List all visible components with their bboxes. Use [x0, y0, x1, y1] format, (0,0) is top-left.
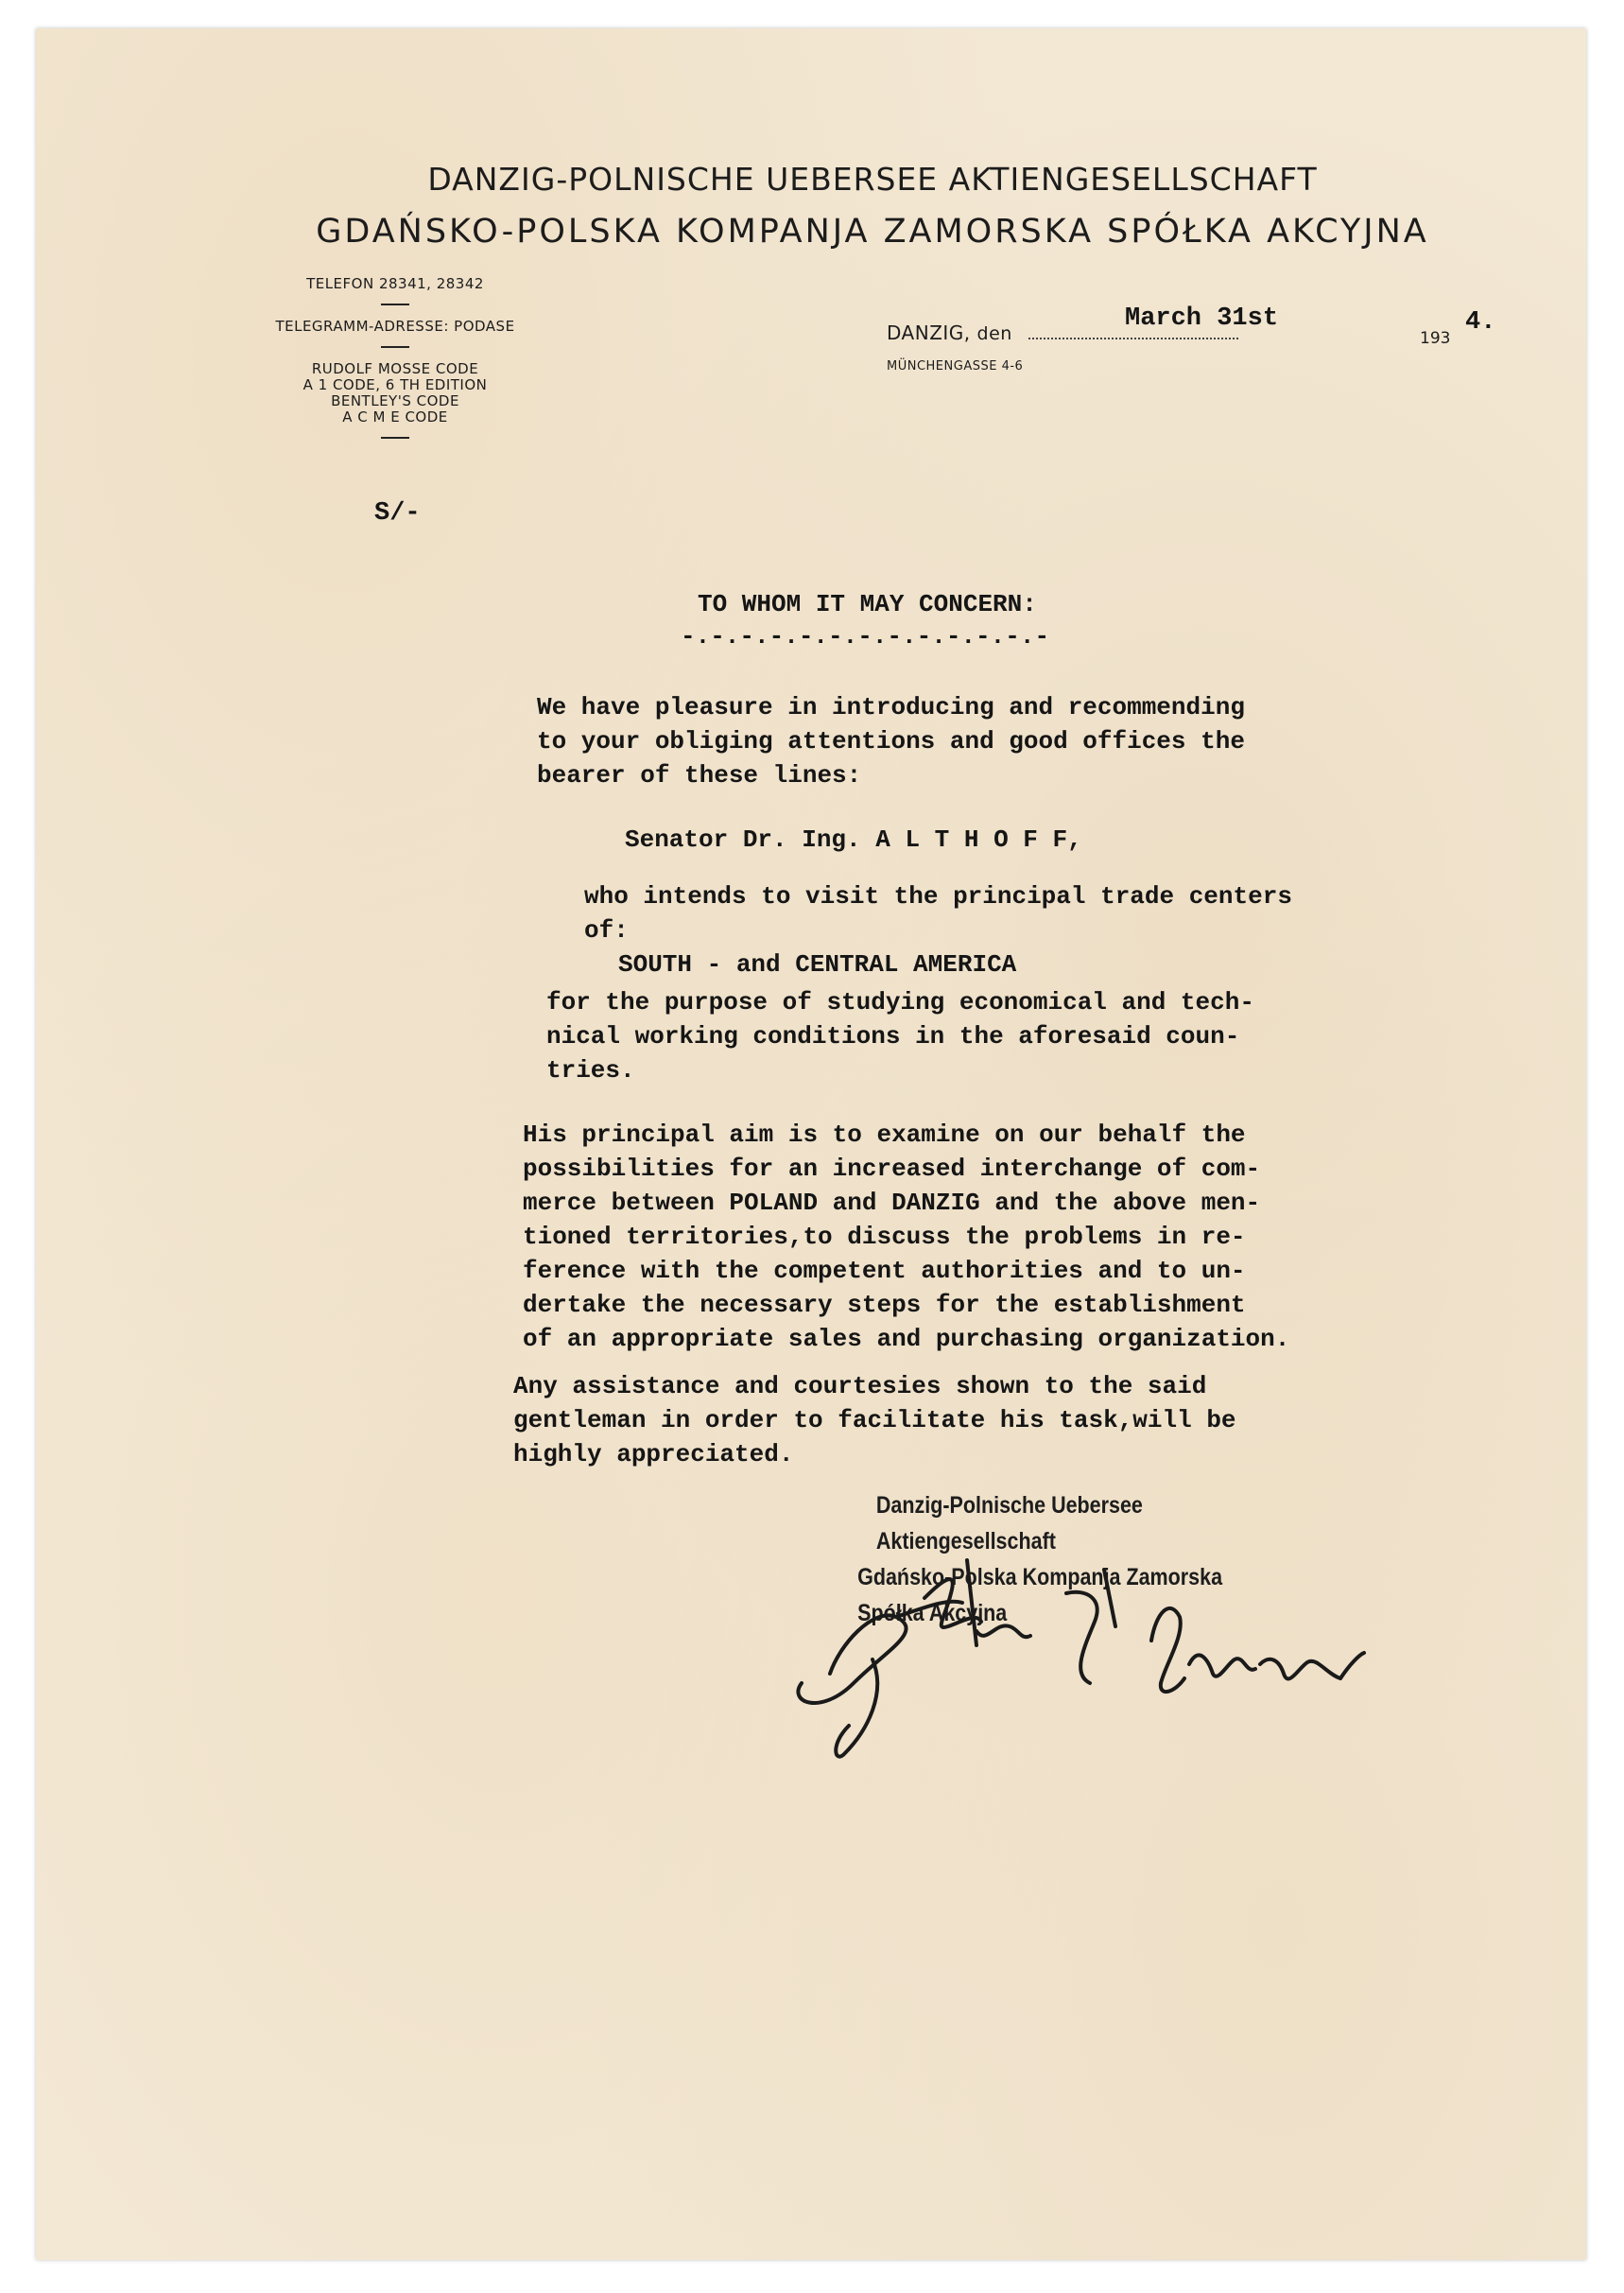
code-line: RUDOLF MOSSE CODE	[311, 360, 479, 377]
paragraph-closing: Any assistance and courtesies shown to the said gentleman in order to facilitate his task,will be highly appreciated.	[513, 1372, 1236, 1468]
divider	[381, 304, 409, 305]
code-line: A 1 CODE, 6 TH EDITION	[302, 376, 488, 393]
divider	[381, 346, 409, 348]
place-name: DANZIG,	[887, 321, 971, 344]
addressee-line: Senator Dr. Ing. A L T H O F F,	[625, 825, 1082, 854]
handwritten-signatures	[783, 1541, 1369, 1768]
letter-date: March 31st	[1125, 304, 1279, 333]
telegram-line: TELEGRAMM-ADRESSE: PODASE	[275, 318, 515, 335]
paragraph-aim: His principal aim is to examine on our behalf the possibilities for an increased interchange of com- merce between POLAND and DANZIG and the above men- tioned territories,to discuss the problems in re- ference with the competent authorities and to un- dertake the necessary steps for the establishment of an appropriate sales and purchasing organization.	[523, 1120, 1290, 1353]
code-line: BENTLEY'S CODE	[331, 392, 459, 409]
code-line: A C M E CODE	[342, 408, 448, 426]
date-dotted-line	[1028, 338, 1238, 339]
regions-line: SOUTH - and CENTRAL AMERICA	[618, 950, 1017, 979]
year-prefix: 193	[1420, 329, 1451, 348]
contact-block	[197, 276, 594, 452]
den-label: den	[976, 323, 1012, 344]
telefon-line: TELEFON 28341, 28342	[306, 275, 484, 292]
reference-mark: S/-	[374, 499, 421, 528]
street-address: MÜNCHENGASSE 4-6	[887, 359, 1024, 373]
company-name-german: DANZIG-POLNISCHE UEBERSEE AKTIENGESELLSCHAFT	[427, 161, 1318, 198]
paragraph-purpose: for the purpose of studying economical and tech- nical working conditions in the aforesaid coun- tries.	[546, 988, 1254, 1085]
letter-heading: TO WHOM IT MAY CONCERN:	[698, 590, 1037, 618]
stamp-line: Danzig-Polnische Uebersee Aktiengesellschaft	[875, 1492, 1143, 1555]
paragraph-intent: who intends to visit the principal trade centers of:	[584, 882, 1292, 945]
year-digit: 4.	[1465, 308, 1496, 337]
company-name-polish: GDAŃSKO-POLSKA KOMPANJA ZAMORSKA SPÓŁKA AKCYJNA	[316, 213, 1429, 251]
divider	[381, 437, 409, 439]
paragraph-introduction: We have pleasure in introducing and recommending to your obliging attentions and good offices the bearer of these lines:	[537, 693, 1245, 790]
heading-underline: -.-.-.-.-.-.-.-.-.-.-.-.-	[681, 622, 1050, 651]
stamp-line: Gdańsko-Polska Kompanja Zamorska Spółka Akcyjna	[857, 1564, 1223, 1626]
letter-sheet	[36, 28, 1586, 2260]
